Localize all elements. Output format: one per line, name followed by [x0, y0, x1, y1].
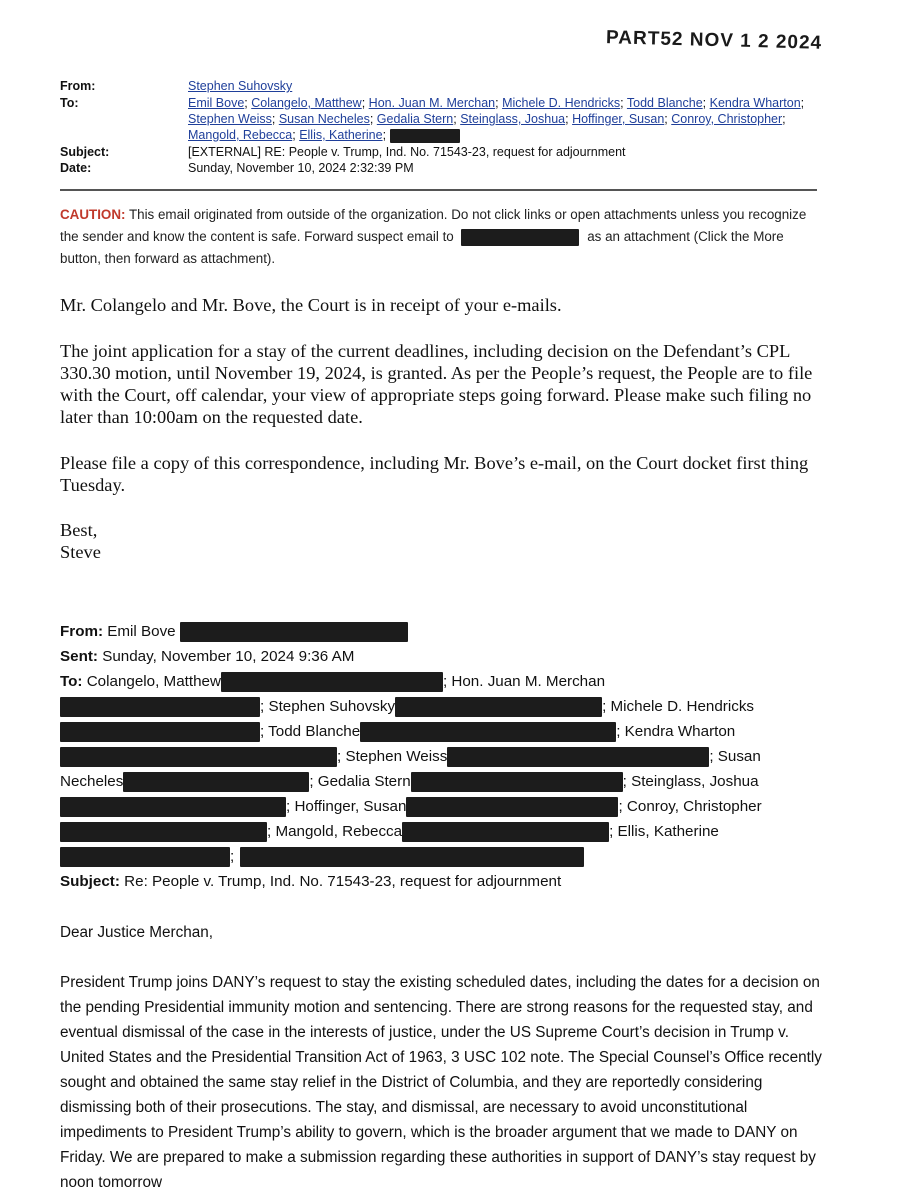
redaction-box [447, 747, 709, 767]
fwd-recipient: ; Michele D. Hendricks [602, 698, 755, 715]
fwd-recipient: ; Stephen Weiss [337, 748, 448, 765]
redaction-box [395, 697, 602, 717]
fwd-subject-line [60, 869, 561, 894]
fwd-from-line [60, 619, 408, 644]
recipient-link[interactable]: Susan Necheles [278, 112, 370, 126]
recipient-link[interactable]: Conroy, Christopher [671, 112, 783, 126]
redaction-box [411, 772, 623, 792]
recipient-link[interactable]: Hoffinger, Susan [572, 112, 665, 126]
fwd-sent-line [60, 644, 354, 669]
reply-paragraph-3: Please file a copy of this correspondence, including Mr. Bove’s e-mail, on the Court docket first thing Tuesday. [60, 453, 809, 495]
caution-text-2: as an attachment (Click the More button, then forward as attachment). [60, 229, 784, 266]
redaction-box [60, 822, 267, 842]
fwd-to-line-3 [60, 719, 735, 744]
fwd-to-line-7 [60, 819, 719, 844]
redaction-box [461, 229, 579, 246]
fwd-recipient: ; Hoffinger, Susan [286, 798, 407, 815]
received-stamp: PART52 NOV 1 2 2024 [605, 27, 823, 54]
recipient-link[interactable]: Stephen Weiss [188, 112, 272, 126]
date-label: Date: [60, 161, 92, 175]
fwd-recipient: Colangelo, Matthew [86, 673, 221, 690]
redaction-box [360, 722, 616, 742]
reply-signature: Steve [60, 542, 101, 562]
fwd-recipient: ; Stephen Suhovsky [260, 698, 396, 715]
recipient-link[interactable]: Colangelo, Matthew [251, 96, 362, 110]
reply-closing: Best, [60, 520, 98, 540]
from-sender-link[interactable]: Stephen Suhovsky [188, 79, 293, 93]
redaction-box [390, 129, 460, 143]
date-text: Sunday, November 10, 2024 2:32:39 PM [188, 161, 414, 175]
reply-paragraph-1: Mr. Colangelo and Mr. Bove, the Court is in receipt of your e-mails. [60, 295, 562, 315]
subject-label: Subject: [60, 145, 110, 159]
fwd-recipient: ; Conroy, Christopher [618, 798, 762, 815]
fwd-to-line-8 [60, 844, 584, 869]
to-line-2: Stephen Weiss; Susan Necheles; Gedalia Stern; Steinglass, Joshua; Hoffinger, Susan; Conroy, Christopher; [188, 112, 786, 126]
redaction-box [240, 847, 584, 867]
fwd-recipient: ; Todd Blanche [260, 723, 361, 740]
recipient-link[interactable]: Hon. Juan M. Merchan [368, 96, 496, 110]
redaction-box [60, 847, 230, 867]
to-label: To: [60, 96, 79, 110]
fwd-to-label: To: [60, 673, 83, 690]
fwd-subject-label: Subject: [60, 873, 120, 890]
fwd-sent-label: Sent: [60, 648, 98, 665]
recipient-link[interactable]: Todd Blanche [626, 96, 703, 110]
recipient-link[interactable]: Kendra Wharton [709, 96, 801, 110]
fwd-recipient: ; Gedalia Stern [309, 773, 411, 790]
fwd-to-line-6 [60, 794, 762, 819]
redaction-box [406, 797, 618, 817]
fwd-body-paragraph: President Trump joins DANY’s request to stay the existing scheduled dates, including the dates for a decision on the pending Presidential immunity motion and sentencing. There are strong reasons for the requested stay, and eventual dismissal of the case in the interests of justice, under the US Supreme Court’s decision in Trump v. United States and the Presidential Transition Act of 1963, 3 USC 102 note. The Special Counsel’s Office recently sought and obtained the same stay relief in the District of Columbia, and they are reportedly considering dismissing both of their prosecutions. The stay, and dismissal, are necessary to avoid unconstitutional impediments to President Trump’s ability to govern, which is the broader argument that we made to DANY on Friday. We are prepared to make a submission regarding these authorities in support of DANY’s stay request by noon tomorrow [60, 974, 822, 1191]
fwd-to-line-4 [60, 744, 761, 769]
subject-text: [EXTERNAL] RE: People v. Trump, Ind. No. 71543-23, request for adjournment [188, 145, 626, 159]
fwd-recipient: Necheles [60, 773, 124, 790]
to-line-3: Mangold, Rebecca; Ellis, Katherine; [188, 127, 460, 143]
redaction-box [60, 747, 337, 767]
caution-banner [60, 204, 820, 270]
fwd-from-label: From: [60, 623, 104, 640]
fwd-to-line-1 [60, 669, 605, 694]
caution-text: This email originated from outside of the organization. Do not click links or open attachments unless you recognize the sender and know the content is safe. Forward suspect email to [60, 207, 807, 244]
redaction-box [60, 797, 286, 817]
redaction-box [180, 622, 408, 642]
fwd-recipient: ; Susan [709, 748, 761, 765]
fwd-recipient: ; Ellis, Katherine [609, 823, 719, 840]
from-label: From: [60, 79, 96, 93]
fwd-recipient: ; Kendra Wharton [616, 723, 736, 740]
fwd-recipient: ; Steinglass, Joshua [622, 773, 759, 790]
recipient-link[interactable]: Steinglass, Joshua [460, 112, 566, 126]
fwd-subject-text: Re: People v. Trump, Ind. No. 71543-23, request for adjournment [124, 873, 562, 890]
recipient-link[interactable]: Michele D. Hendricks [502, 96, 621, 110]
to-line-1: Emil Bove; Colangelo, Matthew; Hon. Juan M. Merchan; Michele D. Hendricks; Todd Blanche; Kendra Wharton; [188, 96, 805, 110]
redaction-box [221, 672, 443, 692]
redaction-box [60, 697, 260, 717]
fwd-salutation: Dear Justice Merchan, [60, 924, 214, 941]
redaction-box [402, 822, 609, 842]
recipient-link[interactable]: Ellis, Katherine [299, 128, 383, 142]
fwd-recipient: ; Hon. Juan M. Merchan [442, 673, 606, 690]
fwd-recipient-separator: ; [230, 848, 235, 865]
caution-label: CAUTION: [60, 207, 126, 222]
fwd-to-line-2 [60, 694, 754, 719]
fwd-from-name: Emil Bove [107, 623, 176, 640]
recipient-link[interactable]: Mangold, Rebecca [188, 128, 293, 142]
recipient-link[interactable]: Gedalia Stern [376, 112, 454, 126]
fwd-to-line-5 [60, 769, 759, 794]
redaction-box [60, 722, 260, 742]
recipient-link[interactable]: Emil Bove [188, 96, 245, 110]
reply-paragraph-2: The joint application for a stay of the current deadlines, including decision on the Defendant’s CPL 330.30 motion, until November 19, 2024, is granted. As per the People’s request, the People are to file with the Court, off calendar, your view of appropriate steps going forward. Please make such filing no later than 10:00am on the requested date. [60, 341, 813, 427]
fwd-recipient: ; Mangold, Rebecca [267, 823, 403, 840]
fwd-sent-date: Sunday, November 10, 2024 9:36 AM [102, 648, 355, 665]
header-divider [60, 189, 817, 191]
redaction-box [123, 772, 309, 792]
